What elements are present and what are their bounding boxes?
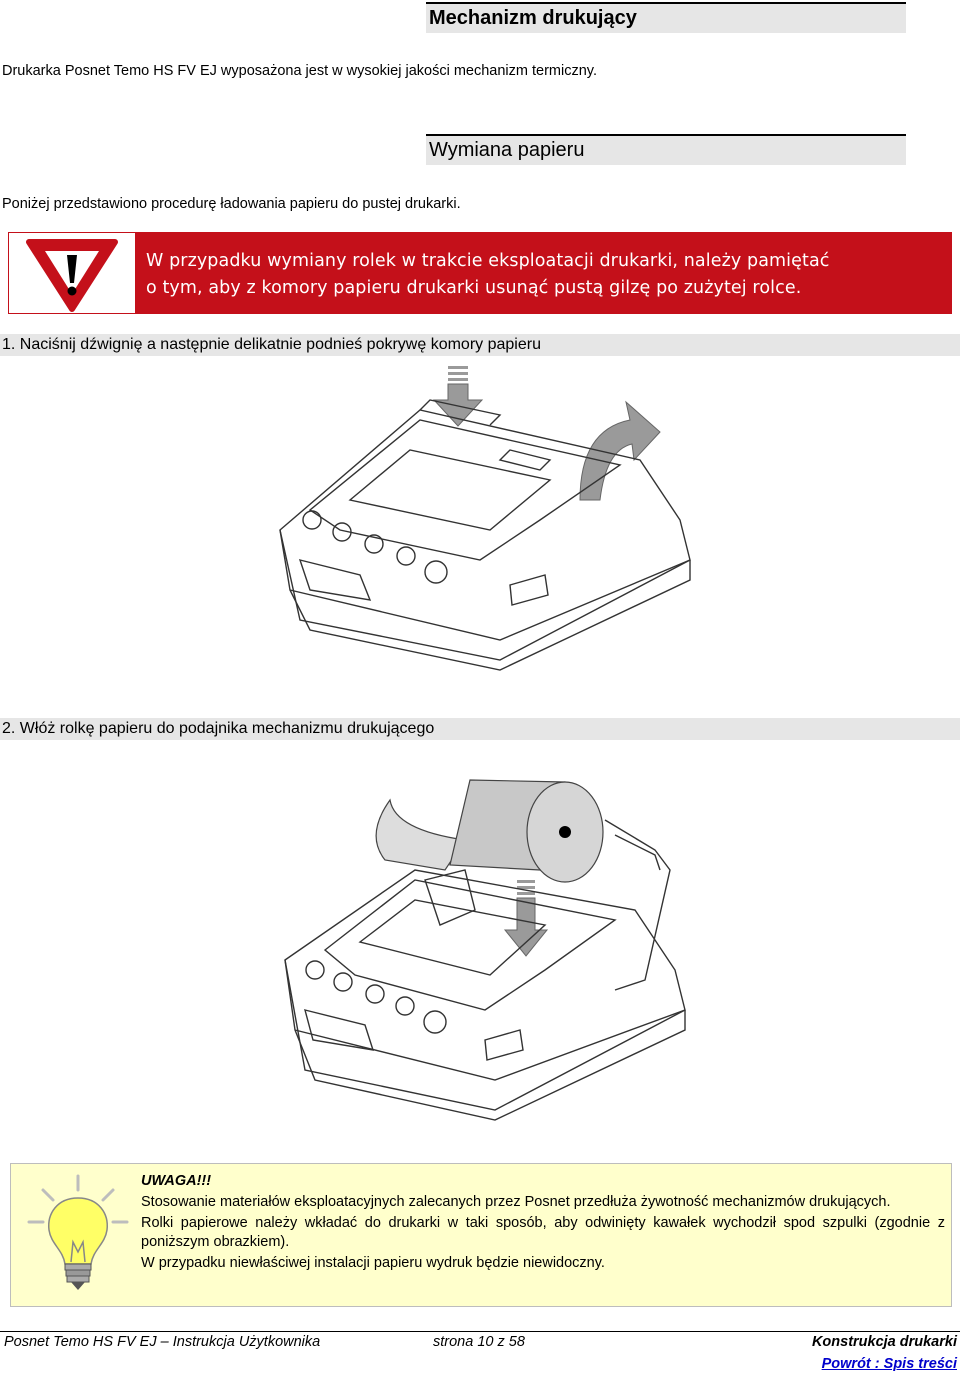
paper-intro: Poniżej przedstawiono procedurę ładowania papieru do pustej drukarki.: [2, 196, 461, 212]
footer-dash: –: [160, 1334, 169, 1350]
back-to-contents-link[interactable]: Powrót : Spis treści: [821, 1356, 957, 1372]
footer-divider: [0, 1331, 960, 1332]
mechanism-heading-text: Mechanizm drukujący: [429, 7, 637, 29]
press-down-arrow-icon: [434, 366, 482, 426]
note-paragraph-1: Stosowanie materiałów eksploatacyjnych zalecanych przez Posnet przedłuża żywotność mechanizmów drukujących.: [141, 1194, 891, 1210]
note-paragraph-2: Rolki papierowe należy wkładać do drukarki w taki sposób, aby odwinięty kawałek wychodził spod szpulki (zgodnie z poniższym obrazkiem).: [141, 1215, 945, 1250]
warning-icon-cell: [8, 232, 136, 314]
note-text: [141, 1172, 945, 1275]
paper-heading: [426, 134, 906, 165]
warning-line-1: W przypadku wymiany rolek w trakcie eksploatacji drukarki, należy pamiętać: [146, 251, 830, 271]
note-paragraph-3: W przypadku niewłaściwej instalacji papieru wydruk będzie niewidoczny.: [141, 1255, 605, 1271]
mechanism-heading: [426, 2, 906, 33]
printer-open-lid-illustration: [250, 360, 710, 680]
warning-triangle-icon: [9, 233, 137, 315]
warning-box: [8, 232, 952, 314]
lift-arrow-icon: [580, 402, 660, 500]
warning-text: [146, 248, 946, 302]
step-2-heading: 2. Włóż rolkę papieru do podajnika mechanizmu drukującego: [0, 718, 960, 740]
footer-section-name: Konstrukcja drukarki: [811, 1334, 957, 1350]
paper-heading-text: Wymiana papieru: [429, 139, 585, 161]
note-title: UWAGA!!!: [141, 1173, 212, 1189]
warning-line-2: o tym, aby z komory papieru drukarki usunąć pustą gilzę po zużytej rolce.: [146, 278, 802, 298]
mechanism-description: Drukarka Posnet Temo HS FV EJ wyposażona jest w wysokiej jakości mechanizm termiczny.: [2, 63, 597, 79]
step-1-heading: 1. Naciśnij dźwignię a następnie delikatnie podnieś pokrywę komory papieru: [0, 334, 960, 356]
printer-insert-roll-illustration: [275, 760, 695, 1150]
footer-product-name: Posnet Temo HS FV EJ: [4, 1334, 157, 1350]
footer-manual: [4, 1334, 320, 1350]
footer-manual-title: Instrukcja Użytkownika: [172, 1334, 321, 1350]
paper-roll-icon: [450, 780, 603, 882]
note-box: [10, 1163, 952, 1307]
lightbulb-icon: [23, 1172, 133, 1302]
footer-page-number: strona 10 z 58: [433, 1334, 525, 1350]
